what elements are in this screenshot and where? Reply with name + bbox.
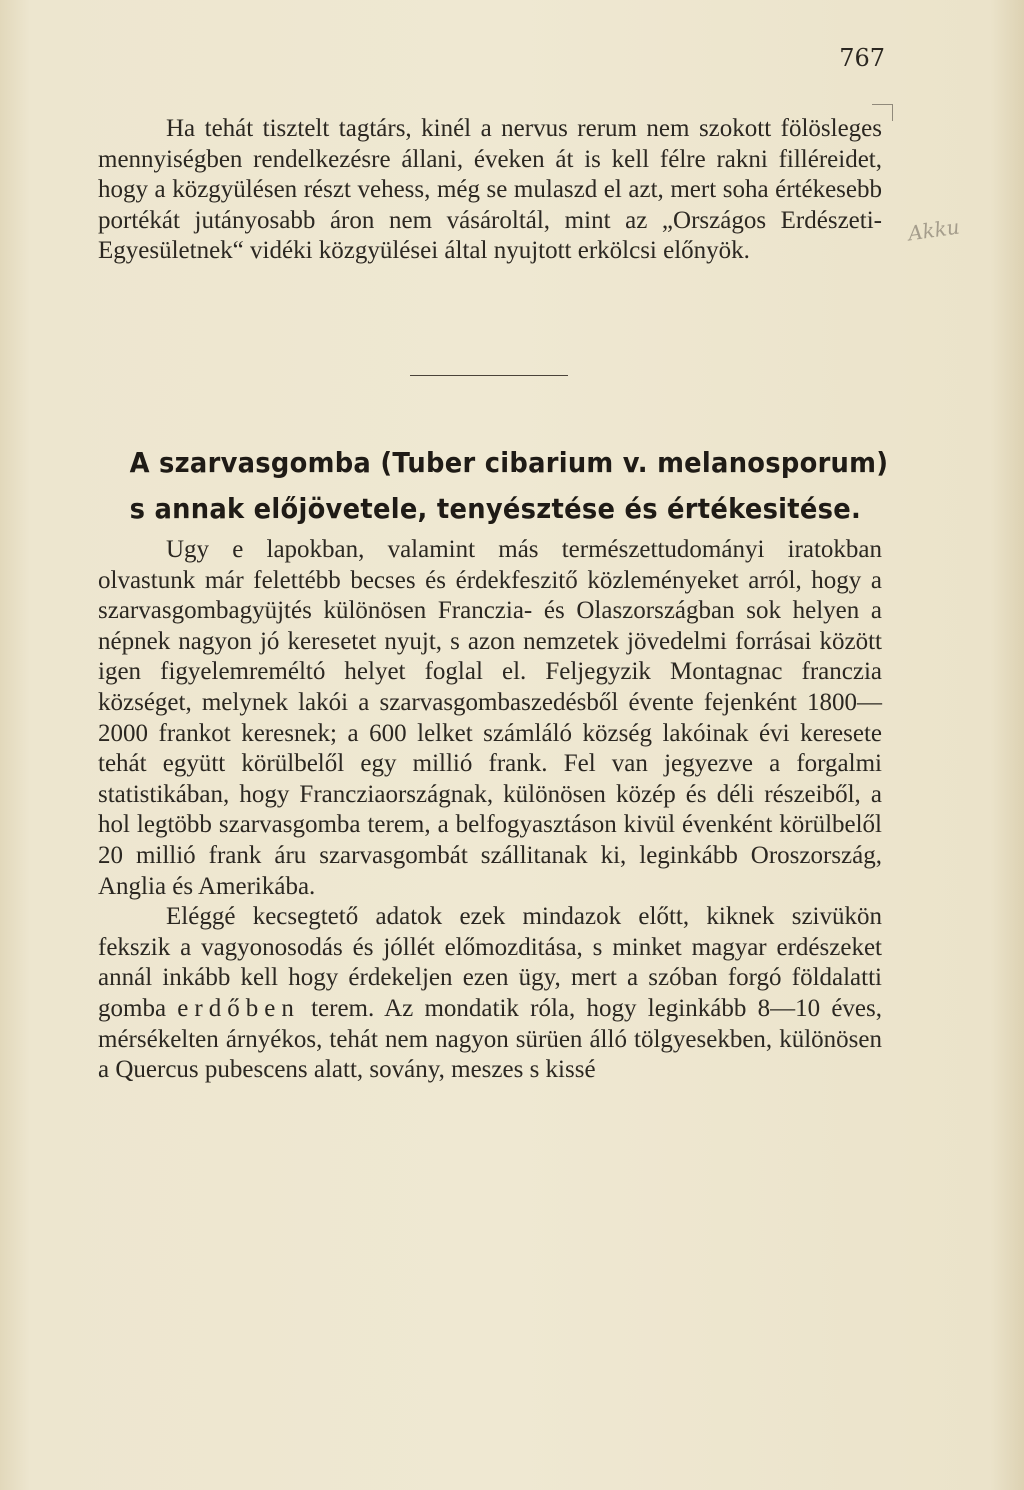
article-title-line-2: s annak előjövetele, tenyésztése és értékesitése.: [129, 492, 862, 525]
handwritten-margin-note: Akku: [906, 214, 961, 246]
article-paragraph-2-end: terem. Az mondatik róla, hogy leginkább 8—10 éves, mérsékelten árnyékos, tehát nem nagyon sürüen álló tölgyesekben, különösen a Quercus pubescens alatt, sovány, meszes s kissé: [98, 994, 883, 1084]
article-body: [98, 535, 882, 1086]
page-number: 767: [839, 44, 885, 72]
article-paragraph-2-start: Eléggé kecsegtető adatok ezek mindazok előtt, kiknek szivükön fekszik a vagyonosodás és jóllét előmozditása, s minket magyar erdészeket annál inkább kell hogy érdekeljen ezen ügy, mert a szóban forgó földalatti gomba: [98, 903, 882, 1022]
article-title: [129, 440, 889, 532]
article-paragraph-2-emphasis: erdőben: [177, 994, 300, 1022]
article-paragraph-1: Ugy e lapokban, valamint más természettudományi iratokban olvastunk már felettébb becses és érdekfeszitő közleményeket arról, hogy a szarvasgombagyüjtés különösen Franczia- és Olaszországban sok helyen a népnek nagyon jó keresetet nyujt, s azon nemzetek jövedelmi forrásai között igen figyelemreméltó helyet foglal el. Feljegyzik Montagnac franczia községet, melynek lakói a szarvasgombaszedésből évente fejenként 1800—2000 frankot keresnek; a 600 lelket számláló község lakóinak évi keresete tehát együtt körülbelől egy millió frank. Fel van jegyezve a forgalmi statistikában, hogy Francziaországnak, különösen közép és déli részeiből, a hol legtöbb szarvasgomba terem, a belfogyasztáson kivül évenként körülbelől 20 millió frank áru szarvasgombát szállitanak ki, leginkább Oroszország, Anglia és Amerikába.: [98, 536, 882, 900]
intro-text-block: [98, 114, 882, 267]
intro-paragraph: Ha tehát tisztelt tagtárs, kinél a nervus rerum nem szokott fölösleges mennyiségben rendelkezésre állani, éveken át is kell félre rakni filléreidet, hogy a közgyülésen részt vehess, még se mulaszd el azt, mert soha értékesebb portékát jutányosabb áron nem vásároltál, mint az „Országos Erdészeti-Egyesületnek“ vidéki közgyülései által nyujtott erkölcsi előnyök.: [98, 115, 882, 265]
article-title-line-1: A szarvasgomba (Tuber cibarium v. melanosporum): [129, 446, 889, 479]
section-divider: [410, 375, 568, 376]
article-paragraph-2: [98, 902, 882, 1086]
